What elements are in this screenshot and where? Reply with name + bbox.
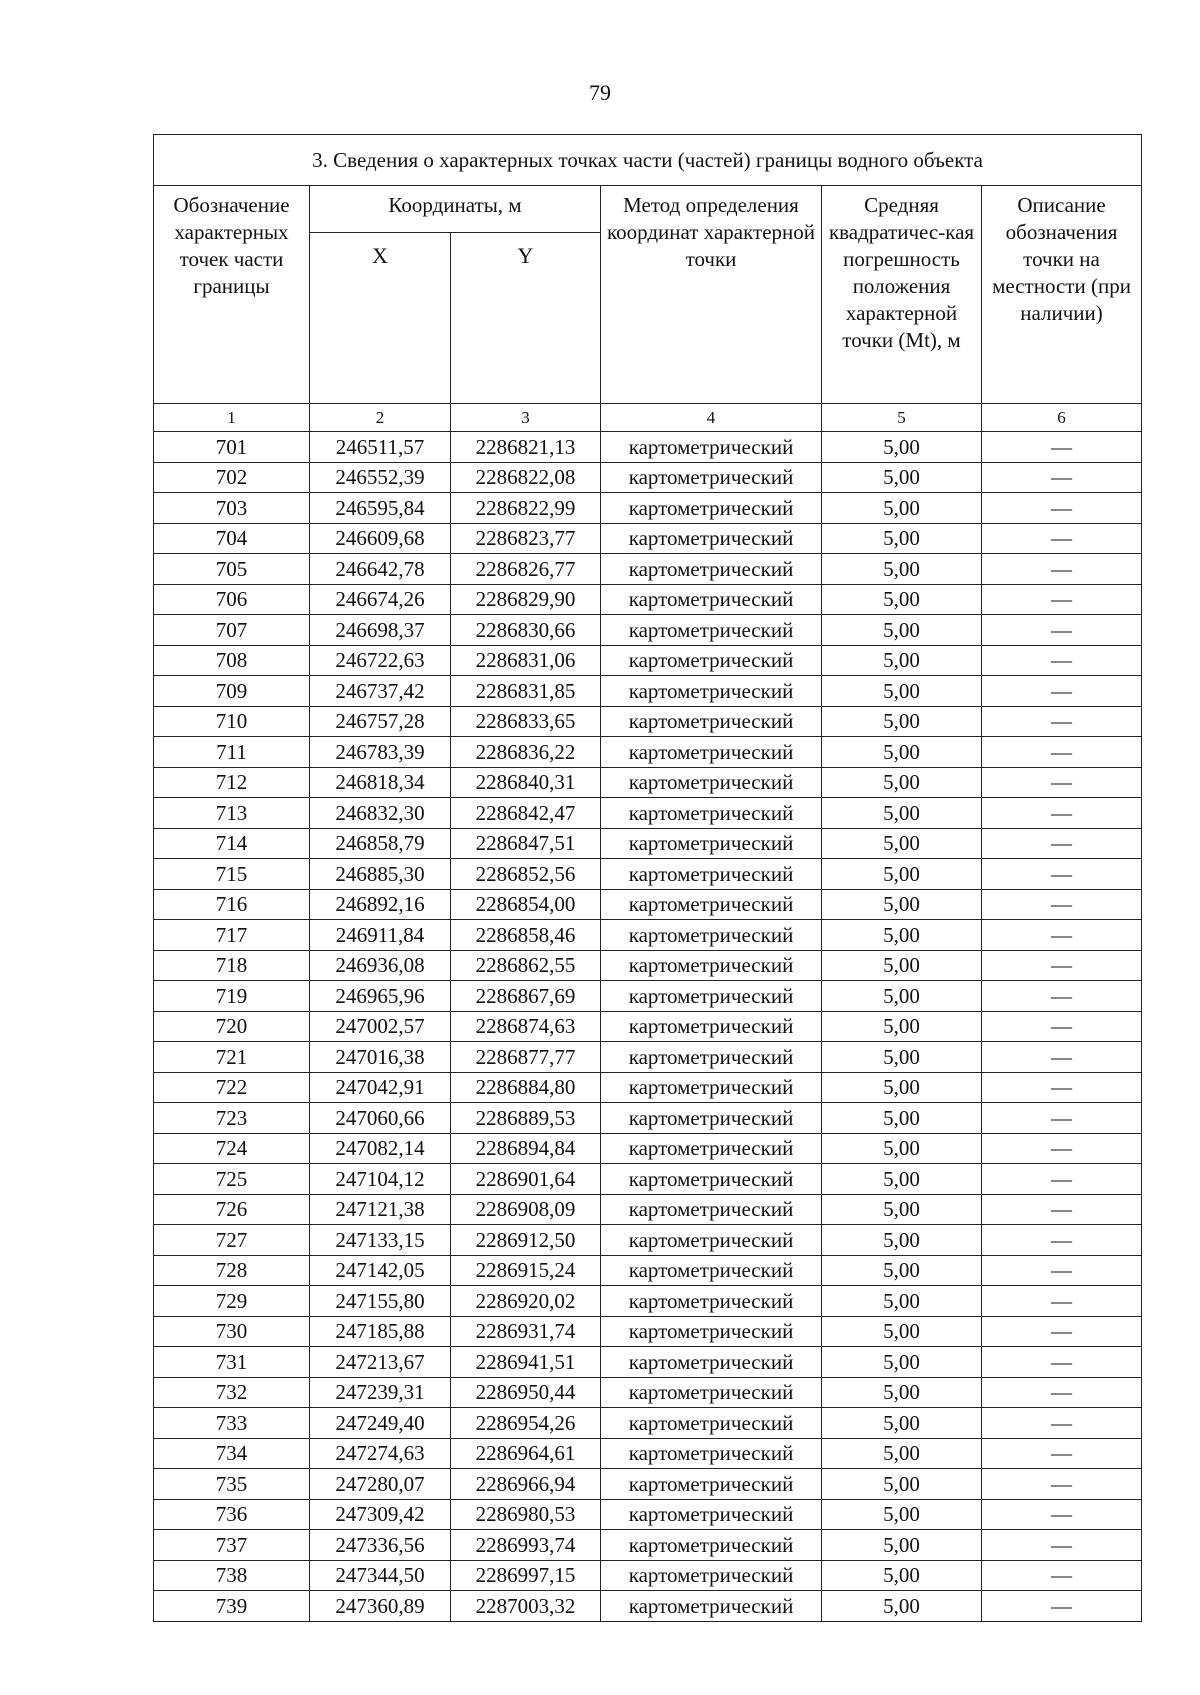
point-id-cell: 739 [154,1591,310,1622]
description-cell: — [982,493,1142,524]
x-coordinate-cell: 246737,42 [310,676,451,707]
table-row [154,493,1142,524]
point-id-cell: 735 [154,1469,310,1500]
method-cell: картометрический [601,859,822,890]
table-row [154,1072,1142,1103]
table-title: 3. Сведения о характерных точках части (частей) границы водного объекта [154,135,1142,186]
y-coordinate-cell: 2286831,06 [451,645,601,676]
method-cell: картометрический [601,1347,822,1378]
point-id-cell: 727 [154,1225,310,1256]
point-id-cell: 715 [154,859,310,890]
method-cell: картометрический [601,1103,822,1134]
method-cell: картометрический [601,1072,822,1103]
point-id-cell: 719 [154,981,310,1012]
error-cell: 5,00 [822,767,982,798]
table-row [154,615,1142,646]
x-coordinate-cell: 247185,88 [310,1316,451,1347]
table-row [154,1103,1142,1134]
error-cell: 5,00 [822,859,982,890]
x-coordinate-cell: 247155,80 [310,1286,451,1317]
x-coordinate-cell: 246892,16 [310,889,451,920]
method-cell: картометрический [601,737,822,768]
description-cell: — [982,1347,1142,1378]
x-coordinate-cell: 246722,63 [310,645,451,676]
error-cell: 5,00 [822,1316,982,1347]
x-coordinate-cell: 246698,37 [310,615,451,646]
method-cell: картометрический [601,676,822,707]
method-cell: картометрический [601,889,822,920]
method-cell: картометрический [601,798,822,829]
table-row [154,645,1142,676]
description-cell: — [982,950,1142,981]
table-row [154,1255,1142,1286]
description-cell: — [982,1469,1142,1500]
table-row [154,1011,1142,1042]
error-cell: 5,00 [822,1255,982,1286]
method-cell: картометрический [601,1530,822,1561]
description-cell: — [982,1133,1142,1164]
table-row [154,859,1142,890]
y-coordinate-cell: 2286966,94 [451,1469,601,1500]
table-row [154,889,1142,920]
y-coordinate-cell: 2286964,61 [451,1438,601,1469]
point-id-cell: 708 [154,645,310,676]
table-row [154,1469,1142,1500]
table-row [154,706,1142,737]
error-cell: 5,00 [822,1286,982,1317]
x-coordinate-cell: 246674,26 [310,584,451,615]
table-row [154,920,1142,951]
x-coordinate-cell: 247274,63 [310,1438,451,1469]
y-coordinate-cell: 2286889,53 [451,1103,601,1134]
table-row [154,1377,1142,1408]
y-coordinate-cell: 2286877,77 [451,1042,601,1073]
x-coordinate-cell: 246642,78 [310,554,451,585]
x-coordinate-cell: 247344,50 [310,1560,451,1591]
x-coordinate-cell: 247142,05 [310,1255,451,1286]
error-cell: 5,00 [822,1194,982,1225]
y-coordinate-cell: 2286980,53 [451,1499,601,1530]
method-cell: картометрический [601,1408,822,1439]
x-coordinate-cell: 246609,68 [310,523,451,554]
method-cell: картометрический [601,950,822,981]
point-id-cell: 704 [154,523,310,554]
y-coordinate-cell: 2286993,74 [451,1530,601,1561]
error-cell: 5,00 [822,706,982,737]
x-coordinate-cell: 246885,30 [310,859,451,890]
point-id-cell: 730 [154,1316,310,1347]
method-cell: картометрический [601,1225,822,1256]
point-id-cell: 706 [154,584,310,615]
point-id-cell: 736 [154,1499,310,1530]
method-cell: картометрический [601,1499,822,1530]
table-row [154,798,1142,829]
x-coordinate-cell: 247082,14 [310,1133,451,1164]
error-cell: 5,00 [822,1591,982,1622]
method-cell: картометрический [601,1591,822,1622]
method-cell: картометрический [601,1286,822,1317]
description-cell: — [982,645,1142,676]
point-id-cell: 702 [154,462,310,493]
x-coordinate-cell: 246757,28 [310,706,451,737]
method-cell: картометрический [601,1133,822,1164]
table-row [154,1499,1142,1530]
point-id-cell: 729 [154,1286,310,1317]
y-coordinate-cell: 2286874,63 [451,1011,601,1042]
table-row [154,1347,1142,1378]
method-cell: картометрический [601,828,822,859]
method-cell: картометрический [601,584,822,615]
table-row [154,1042,1142,1073]
table-row [154,1408,1142,1439]
y-coordinate-cell: 2286867,69 [451,981,601,1012]
method-cell: картометрический [601,1469,822,1500]
x-coordinate-cell: 247213,67 [310,1347,451,1378]
error-cell: 5,00 [822,432,982,463]
y-coordinate-cell: 2286941,51 [451,1347,601,1378]
description-cell: — [982,706,1142,737]
x-coordinate-cell: 247104,12 [310,1164,451,1195]
x-coordinate-cell: 247133,15 [310,1225,451,1256]
table-row [154,1530,1142,1561]
x-coordinate-cell: 246911,84 [310,920,451,951]
table-row [154,462,1142,493]
method-cell: картометрический [601,1011,822,1042]
y-coordinate-cell: 2286842,47 [451,798,601,829]
x-coordinate-cell: 246832,30 [310,798,451,829]
error-cell: 5,00 [822,584,982,615]
x-coordinate-cell: 247002,57 [310,1011,451,1042]
error-cell: 5,00 [822,1530,982,1561]
point-id-cell: 713 [154,798,310,829]
method-cell: картометрический [601,981,822,1012]
x-coordinate-cell: 247360,89 [310,1591,451,1622]
y-coordinate-cell: 2286836,22 [451,737,601,768]
method-cell: картометрический [601,1560,822,1591]
y-coordinate-cell: 2286826,77 [451,554,601,585]
table-row [154,1194,1142,1225]
error-cell: 5,00 [822,737,982,768]
column-number: 5 [822,404,982,432]
point-id-cell: 724 [154,1133,310,1164]
method-cell: картометрический [601,493,822,524]
method-cell: картометрический [601,554,822,585]
error-cell: 5,00 [822,889,982,920]
description-cell: — [982,432,1142,463]
header-coordinates: Координаты, м [310,186,601,233]
point-id-cell: 703 [154,493,310,524]
error-cell: 5,00 [822,1072,982,1103]
description-cell: — [982,981,1142,1012]
point-id-cell: 726 [154,1194,310,1225]
table-row [154,981,1142,1012]
description-cell: — [982,828,1142,859]
method-cell: картометрический [601,432,822,463]
error-cell: 5,00 [822,615,982,646]
point-id-cell: 701 [154,432,310,463]
point-id-cell: 711 [154,737,310,768]
error-cell: 5,00 [822,1377,982,1408]
table-row [154,1225,1142,1256]
y-coordinate-cell: 2286822,08 [451,462,601,493]
description-cell: — [982,859,1142,890]
method-cell: картометрический [601,1042,822,1073]
table-row [154,1560,1142,1591]
error-cell: 5,00 [822,1469,982,1500]
error-cell: 5,00 [822,1408,982,1439]
x-coordinate-cell: 247042,91 [310,1072,451,1103]
description-cell: — [982,1072,1142,1103]
column-number: 4 [601,404,822,432]
y-coordinate-cell: 2286894,84 [451,1133,601,1164]
description-cell: — [982,676,1142,707]
point-id-cell: 720 [154,1011,310,1042]
y-coordinate-cell: 2286833,65 [451,706,601,737]
point-id-cell: 714 [154,828,310,859]
y-coordinate-cell: 2287003,32 [451,1591,601,1622]
description-cell: — [982,1560,1142,1591]
point-id-cell: 722 [154,1072,310,1103]
x-coordinate-cell: 247280,07 [310,1469,451,1500]
method-cell: картометрический [601,615,822,646]
description-cell: — [982,737,1142,768]
table-row [154,828,1142,859]
point-id-cell: 728 [154,1255,310,1286]
y-coordinate-cell: 2286915,24 [451,1255,601,1286]
y-coordinate-cell: 2286858,46 [451,920,601,951]
x-coordinate-cell: 247016,38 [310,1042,451,1073]
point-id-cell: 707 [154,615,310,646]
error-cell: 5,00 [822,493,982,524]
error-cell: 5,00 [822,1103,982,1134]
point-id-cell: 718 [154,950,310,981]
description-cell: — [982,523,1142,554]
x-coordinate-cell: 247249,40 [310,1408,451,1439]
y-coordinate-cell: 2286821,13 [451,432,601,463]
y-coordinate-cell: 2286997,15 [451,1560,601,1591]
y-coordinate-cell: 2286954,26 [451,1408,601,1439]
x-coordinate-cell: 246858,79 [310,828,451,859]
description-cell: — [982,1530,1142,1561]
error-cell: 5,00 [822,1347,982,1378]
x-coordinate-cell: 246936,08 [310,950,451,981]
method-cell: картометрический [601,1316,822,1347]
column-number: 6 [982,404,1142,432]
method-cell: картометрический [601,523,822,554]
table-row [154,737,1142,768]
table-row [154,584,1142,615]
y-coordinate-cell: 2286822,99 [451,493,601,524]
x-coordinate-cell: 247121,38 [310,1194,451,1225]
error-cell: 5,00 [822,676,982,707]
y-coordinate-cell: 2286901,64 [451,1164,601,1195]
error-cell: 5,00 [822,920,982,951]
y-coordinate-cell: 2286854,00 [451,889,601,920]
x-coordinate-cell: 246783,39 [310,737,451,768]
description-cell: — [982,920,1142,951]
method-cell: картометрический [601,1164,822,1195]
description-cell: — [982,1164,1142,1195]
error-cell: 5,00 [822,645,982,676]
description-cell: — [982,1225,1142,1256]
description-cell: — [982,1591,1142,1622]
x-coordinate-cell: 246965,96 [310,981,451,1012]
error-cell: 5,00 [822,950,982,981]
y-coordinate-cell: 2286862,55 [451,950,601,981]
y-coordinate-cell: 2286908,09 [451,1194,601,1225]
header-y: Y [451,233,601,404]
method-cell: картометрический [601,645,822,676]
y-coordinate-cell: 2286950,44 [451,1377,601,1408]
y-coordinate-cell: 2286931,74 [451,1316,601,1347]
column-number: 3 [451,404,601,432]
point-id-cell: 716 [154,889,310,920]
header-x: X [310,233,451,404]
point-id-cell: 721 [154,1042,310,1073]
error-cell: 5,00 [822,1560,982,1591]
method-cell: картометрический [601,1377,822,1408]
boundary-points-table [153,134,1142,1622]
table-row [154,1591,1142,1622]
error-cell: 5,00 [822,828,982,859]
point-id-cell: 734 [154,1438,310,1469]
error-cell: 5,00 [822,523,982,554]
description-cell: — [982,615,1142,646]
column-number: 1 [154,404,310,432]
point-id-cell: 738 [154,1560,310,1591]
table-row [154,676,1142,707]
method-cell: картометрический [601,767,822,798]
error-cell: 5,00 [822,1133,982,1164]
y-coordinate-cell: 2286829,90 [451,584,601,615]
header-designation: Обозначение характерных точек части границы [154,186,310,404]
y-coordinate-cell: 2286920,02 [451,1286,601,1317]
x-coordinate-cell: 246595,84 [310,493,451,524]
point-id-cell: 712 [154,767,310,798]
table-row [154,1286,1142,1317]
y-coordinate-cell: 2286912,50 [451,1225,601,1256]
point-id-cell: 709 [154,676,310,707]
description-cell: — [982,1438,1142,1469]
point-id-cell: 710 [154,706,310,737]
method-cell: картометрический [601,920,822,951]
description-cell: — [982,1011,1142,1042]
description-cell: — [982,1286,1142,1317]
point-id-cell: 705 [154,554,310,585]
table-row [154,767,1142,798]
description-cell: — [982,889,1142,920]
column-number-row [154,404,1142,432]
method-cell: картометрический [601,1438,822,1469]
error-cell: 5,00 [822,1011,982,1042]
error-cell: 5,00 [822,462,982,493]
point-id-cell: 725 [154,1164,310,1195]
method-cell: картометрический [601,1194,822,1225]
column-number: 2 [310,404,451,432]
x-coordinate-cell: 247309,42 [310,1499,451,1530]
method-cell: картометрический [601,706,822,737]
y-coordinate-cell: 2286823,77 [451,523,601,554]
x-coordinate-cell: 246818,34 [310,767,451,798]
table-row [154,950,1142,981]
header-description: Описание обозначения точки на местности (при наличии) [982,186,1142,404]
y-coordinate-cell: 2286852,56 [451,859,601,890]
x-coordinate-cell: 246511,57 [310,432,451,463]
method-cell: картометрический [601,1255,822,1286]
table-row [154,1164,1142,1195]
description-cell: — [982,1316,1142,1347]
table-row [154,1316,1142,1347]
y-coordinate-cell: 2286840,31 [451,767,601,798]
y-coordinate-cell: 2286831,85 [451,676,601,707]
description-cell: — [982,1103,1142,1134]
description-cell: — [982,1408,1142,1439]
point-id-cell: 717 [154,920,310,951]
description-cell: — [982,554,1142,585]
table-row [154,1438,1142,1469]
table-row [154,523,1142,554]
error-cell: 5,00 [822,1438,982,1469]
y-coordinate-cell: 2286830,66 [451,615,601,646]
error-cell: 5,00 [822,1042,982,1073]
header-error: Средняя квадратичес-кая погрешность положения характерной точки (Mt), м [822,186,982,404]
table-body [154,432,1142,1622]
error-cell: 5,00 [822,798,982,829]
x-coordinate-cell: 246552,39 [310,462,451,493]
method-cell: картометрический [601,462,822,493]
y-coordinate-cell: 2286847,51 [451,828,601,859]
x-coordinate-cell: 247336,56 [310,1530,451,1561]
table-row [154,1133,1142,1164]
point-id-cell: 732 [154,1377,310,1408]
description-cell: — [982,1255,1142,1286]
error-cell: 5,00 [822,554,982,585]
point-id-cell: 731 [154,1347,310,1378]
header-method: Метод определения координат характерной точки [601,186,822,404]
table-row [154,554,1142,585]
description-cell: — [982,1042,1142,1073]
point-id-cell: 733 [154,1408,310,1439]
point-id-cell: 737 [154,1530,310,1561]
description-cell: — [982,584,1142,615]
description-cell: — [982,798,1142,829]
error-cell: 5,00 [822,1499,982,1530]
y-coordinate-cell: 2286884,80 [451,1072,601,1103]
point-id-cell: 723 [154,1103,310,1134]
description-cell: — [982,1377,1142,1408]
x-coordinate-cell: 247239,31 [310,1377,451,1408]
error-cell: 5,00 [822,1225,982,1256]
error-cell: 5,00 [822,981,982,1012]
page-number: 79 [589,80,611,105]
error-cell: 5,00 [822,1164,982,1195]
table-row [154,432,1142,463]
description-cell: — [982,767,1142,798]
description-cell: — [982,462,1142,493]
description-cell: — [982,1499,1142,1530]
description-cell: — [982,1194,1142,1225]
x-coordinate-cell: 247060,66 [310,1103,451,1134]
